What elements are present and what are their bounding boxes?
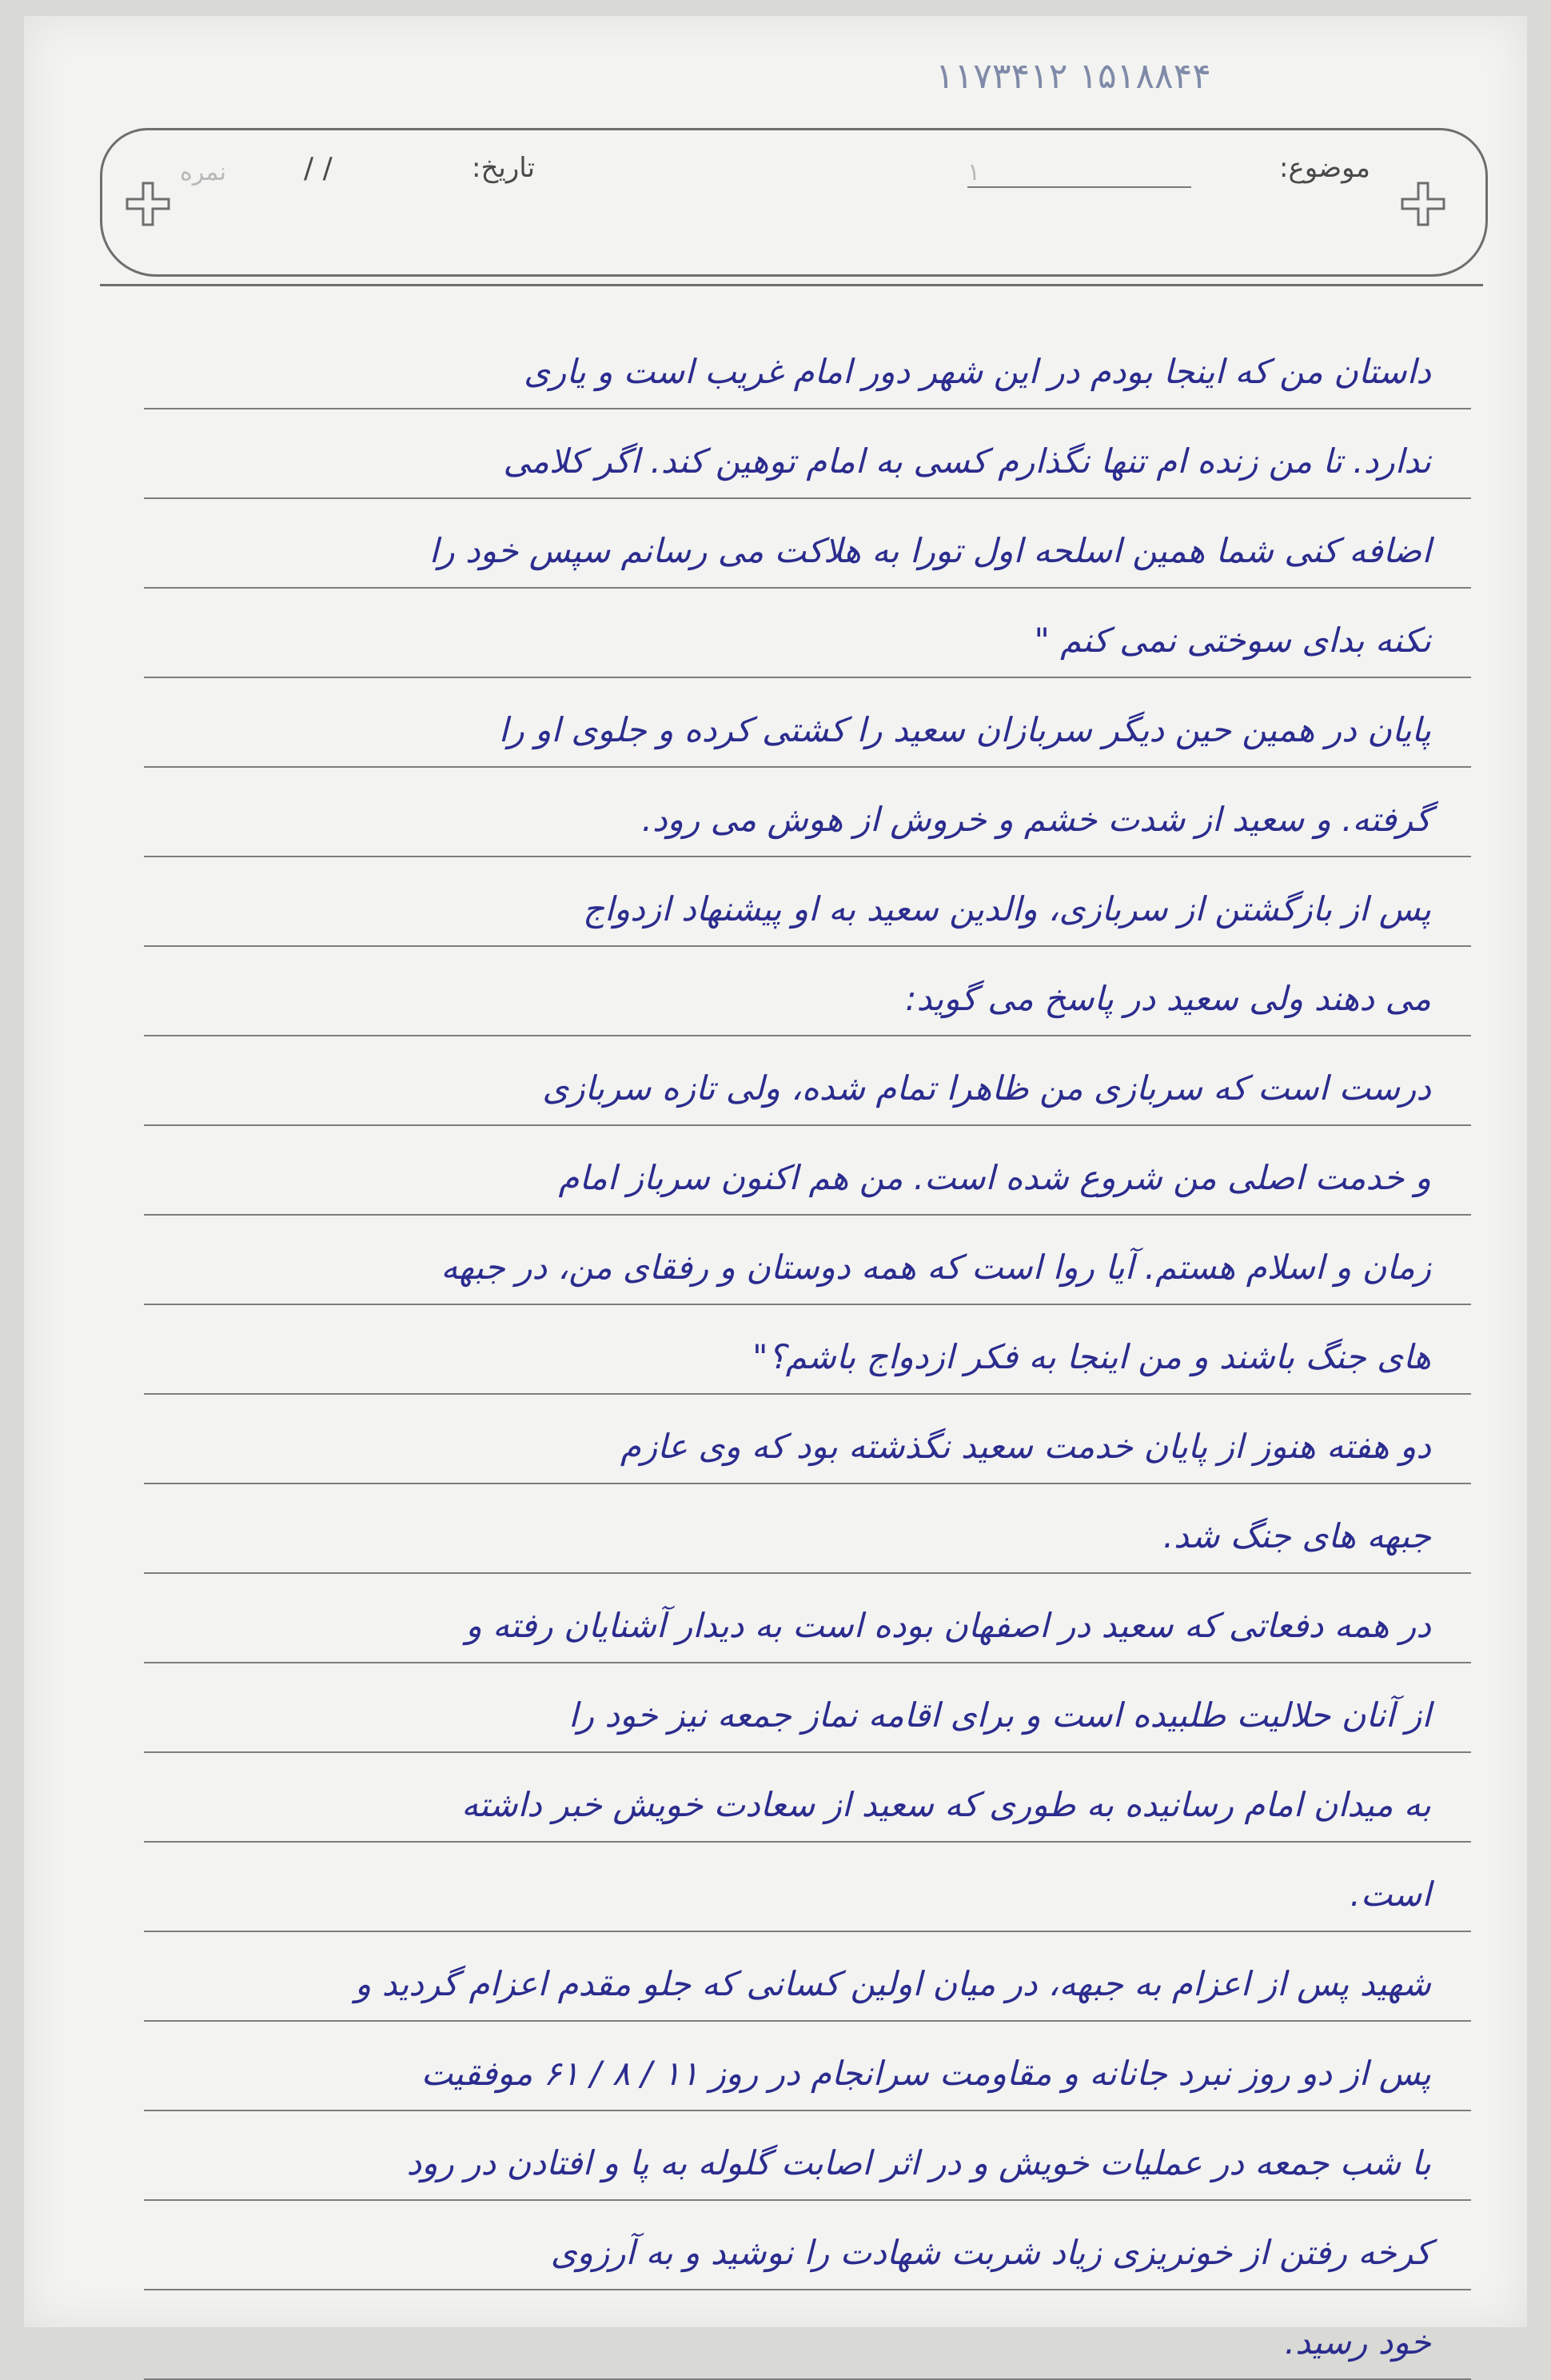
subject-label: موضوع: (1279, 152, 1370, 184)
ruled-line (144, 1841, 1471, 1843)
text-line: ندارد. تا من زنده ام تنها نگذارم کسی به امام توهین کند. اگر کلامی (503, 441, 1431, 481)
notebook-page (24, 16, 1527, 2362)
ruled-line (144, 1304, 1471, 1305)
header-frame (100, 128, 1488, 277)
text-line: است. (1350, 1875, 1431, 1914)
ruled-line (144, 1035, 1471, 1036)
text-line: پایان در همین حین دیگر سربازان سعید را کشتی کرده و جلوی او را (498, 710, 1431, 749)
date-label: تاریخ: (472, 152, 536, 184)
text-line: کرخه رفتن از خونریزی زیاد شربت شهادت را نوشید و به آرزوی (550, 2233, 1431, 2272)
ruled-line (144, 945, 1471, 947)
ruled-line (144, 2289, 1471, 2290)
text-line: جبهه های جنگ شد. (1162, 1516, 1431, 1555)
subject-value: ۱ (967, 158, 1191, 188)
text-line: گرفته. و سعید از شدت خشم و خروش از هوش می رود. (641, 800, 1431, 839)
text-line: زمان و اسلام هستم. آیا روا است که همه دوستان و رفقای من، در جبهه (441, 1248, 1431, 1287)
text-line: دو هفته هنوز از پایان خدمت سعید نگذشته بود که وی عازم (620, 1427, 1431, 1466)
ruled-line (144, 1931, 1471, 1932)
text-line: خود رسید. (1284, 2322, 1431, 2362)
ruled-line (144, 1124, 1471, 1126)
text-line: از آنان حلالیت طلبیده است و برای اقامه نماز جمعه نیز خود را (568, 1695, 1431, 1735)
ruled-line (144, 2199, 1471, 2201)
text-line: اضافه کنی شما همین اسلحه اول تورا به هلاکت می رسانم سپس خود را (429, 531, 1431, 570)
ruled-line (144, 2020, 1471, 2022)
text-line: نکنه بدای سوختی نمی کنم " (1034, 621, 1431, 660)
text-line: با شب جمعه در عملیات خویش و در اثر اصابت گلوله به پا و افتادن در رود (406, 2143, 1431, 2182)
text-line: پس از دو روز نبرد جانانه و مقاومت سرانجام در روز ۱۱ / ۸ / ۶۱ موفقیت (421, 2054, 1431, 2093)
text-line: در همه دفعاتی که سعید در اصفهان بوده است به دیدار آشنایان رفته و (465, 1606, 1431, 1645)
text-line: داستان من که اینجا بودم در این شهر دور امام غریب است و یاری (524, 352, 1431, 391)
cross-ornament-icon (1399, 180, 1447, 228)
ruled-line (144, 1572, 1471, 1574)
ruled-line (144, 856, 1471, 857)
text-line: درست است که سربازی من ظاهرا تمام شده، ولی تازه سربازی (542, 1068, 1431, 1108)
ruled-line (144, 677, 1471, 678)
cross-ornament-icon (124, 180, 172, 228)
ruled-line (144, 497, 1471, 499)
header-divider (100, 284, 1483, 286)
text-line: های جنگ باشند و من اینجا به فکر ازدواج باشم؟" (752, 1337, 1431, 1376)
ruled-line (144, 587, 1471, 589)
text-line: و خدمت اصلی من شروع شده است. من هم اکنون سرباز امام (558, 1158, 1431, 1197)
ruled-line (144, 1214, 1471, 1216)
ruled-line (144, 766, 1471, 768)
ruled-line (144, 1751, 1471, 1753)
grade-faded-label: نمره (180, 158, 226, 186)
top-stamp-number: ۱۱۷۳۴۱۲ ۱۵۱۸۸۴۴ (935, 56, 1211, 97)
text-line: شهید پس از اعزام به جبهه، در میان اولین کسانی که جلو مقدم اعزام گردید و (354, 1964, 1431, 2003)
ruled-line (144, 2110, 1471, 2111)
ruled-line (144, 1662, 1471, 1663)
ruled-line (144, 1483, 1471, 1484)
text-line: می دهند ولی سعید در پاسخ می گوید: (905, 979, 1431, 1018)
date-value: / / (304, 152, 333, 185)
ruled-line (144, 1393, 1471, 1395)
ruled-line (144, 408, 1471, 409)
text-line: پس از بازگشتن از سربازی، والدین سعید به او پیشنهاد ازدواج (583, 889, 1431, 928)
text-line: به میدان امام رسانیده به طوری که سعید از سعادت خویش خبر داشته (461, 1785, 1431, 1824)
